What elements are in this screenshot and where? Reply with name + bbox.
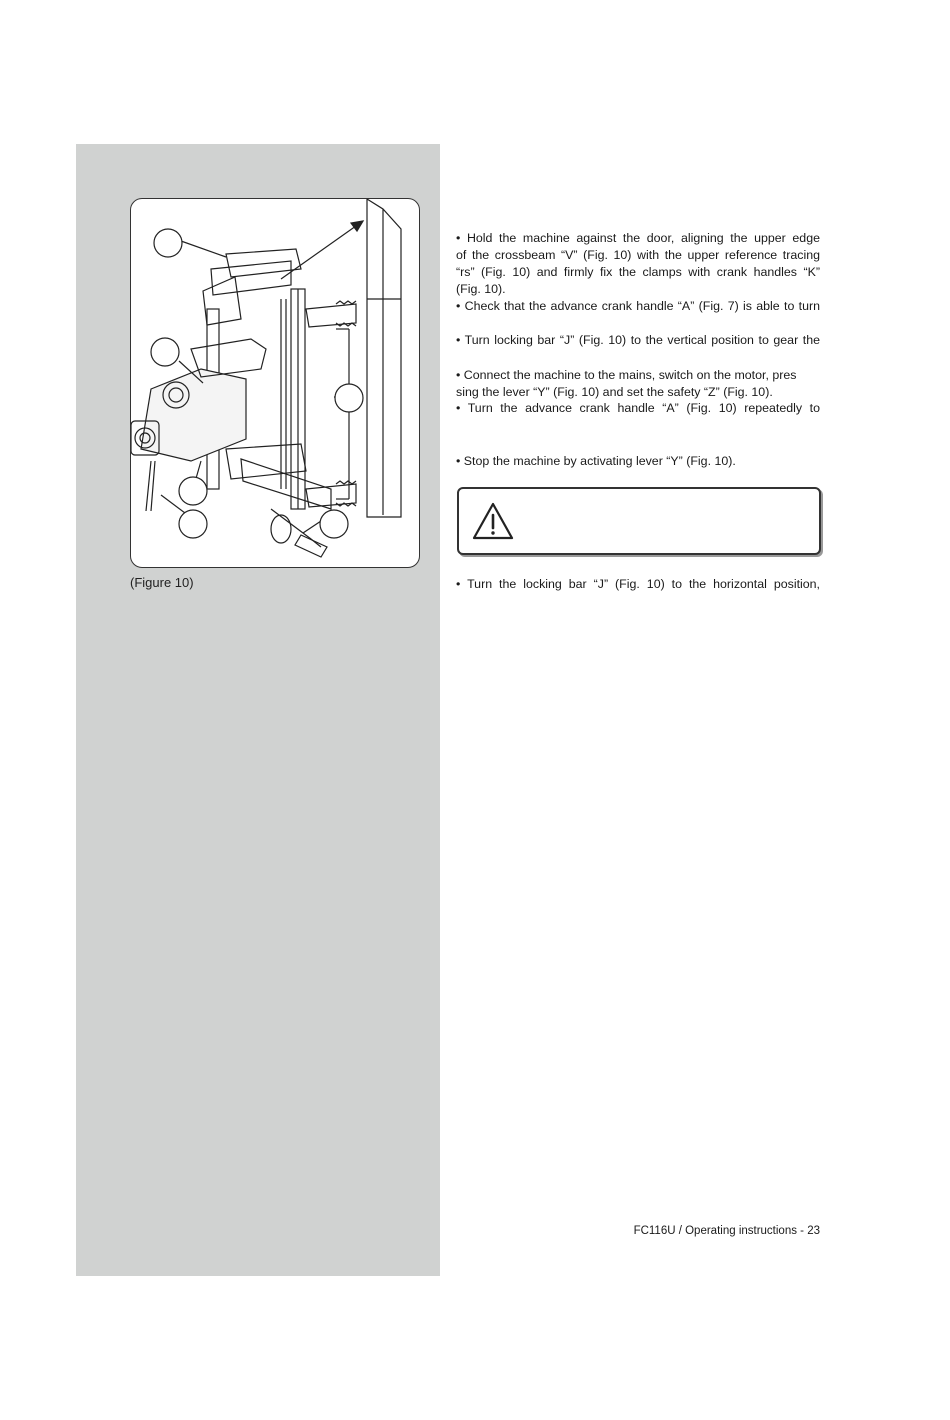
text-line: • Hold the machine against the door, aligning the upper edge	[456, 231, 820, 245]
text-line: sing the lever “Y” (Fig. 10) and set the safety “Z” (Fig. 10).	[456, 385, 773, 399]
text-line: • Turn the locking bar “J” (Fig. 10) to the horizontal position,	[456, 577, 820, 591]
figure-caption: (Figure 10)	[130, 575, 194, 590]
label-circle-bar	[179, 510, 207, 538]
label-circle-upper	[154, 229, 182, 257]
label-circle-clamp	[335, 384, 363, 412]
page-footer: FC116U / Operating instructions - 23	[633, 1225, 820, 1237]
text-line: of the crossbeam “V” (Fig. 10) with the upper reference tracing	[456, 248, 820, 262]
text-line: (Fig. 10).	[456, 282, 506, 296]
paragraph-locking-bar-horizontal	[456, 576, 820, 593]
paragraph-stop-machine	[456, 453, 820, 470]
text-line: • Check that the advance crank handle “A” (Fig. 7) is able to turn	[456, 299, 820, 313]
text-line: • Stop the machine by activating lever “Y” (Fig. 10).	[456, 454, 736, 468]
warning-triangle-icon	[471, 501, 515, 541]
text-line: • Turn the advance crank handle “A” (Fig. 10) repeatedly to	[456, 401, 820, 415]
text-line: • Connect the machine to the mains, switch on the motor, pres	[456, 368, 797, 382]
paragraph-check-crank	[456, 298, 820, 315]
figure-10-frame	[130, 198, 420, 568]
text-line: • Turn locking bar “J” (Fig. 10) to the vertical position to gear the	[456, 333, 820, 347]
warning-box	[457, 487, 821, 555]
paragraph-hold-machine	[456, 230, 820, 298]
paragraph-locking-bar-vertical	[456, 332, 820, 349]
label-circle-motor	[151, 338, 179, 366]
paragraph-connect-mains	[456, 367, 820, 401]
label-circle-lever	[179, 477, 207, 505]
text-line: “rs” (Fig. 10) and firmly fix the clamps with crank handles “K”	[456, 265, 820, 279]
label-circle-crank	[320, 510, 348, 538]
door-drill-machine-illustration	[131, 199, 419, 567]
paragraph-turn-crank	[456, 400, 820, 417]
